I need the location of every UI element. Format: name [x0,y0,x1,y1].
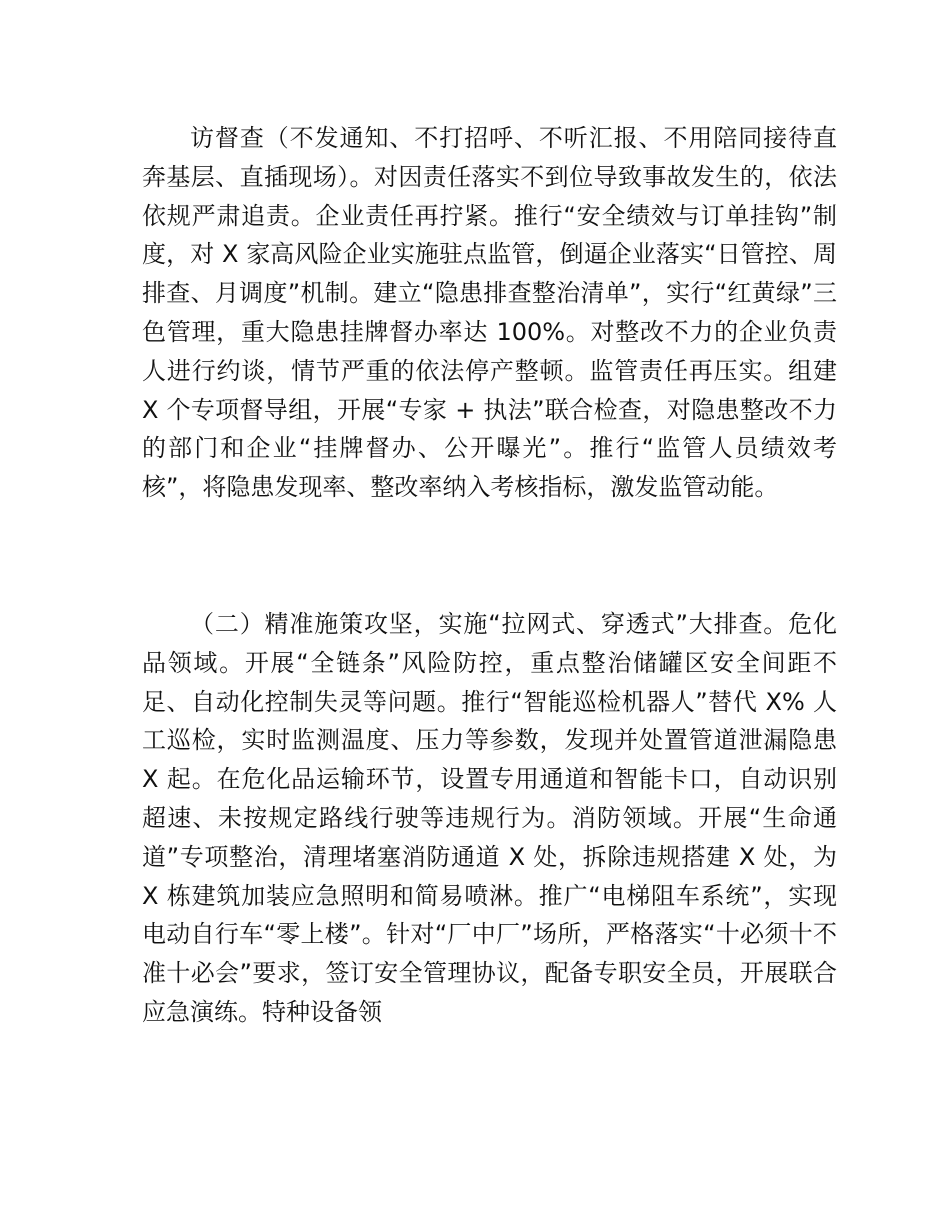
document-body-upper [142,119,837,507]
paragraph-1: 访督查（不发通知、不打招呼、不听汇报、不用陪同接待直奔基层、直插现场）。对因责任落实不到位导致事故发生的，依法依规严肃追责。企业责任再拧紧。推行“安全绩效与订单挂钩”制度，对 X 家高风险企业实施驻点监管，倒逼企业落实“日管控、周排查、月调度”机制。建立“隐患排查整治清单”，实行“红黄绿”三色管理，重大隐患挂牌督办率达 100%。对整改不力的企业负责人进行约谈，情节严重的依法停产整顿。监管责任再压实。组建 X 个专项督导组，开展“专家 + 执法”联合检查，对隐患整改不力的部门和企业“挂牌督办、公开曝光”。推行“监管人员绩效考核”，将隐患发现率、整改率纳入考核指标，激发监管动能。 [142,124,837,502]
document-body-lower [142,605,837,1032]
paragraph-2: （二）精准施策攻坚，实施“拉网式、穿透式”大排查。危化品领域。开展“全链条”风险防控，重点整治储罐区安全间距不足、自动化控制失灵等问题。推行“智能巡检机器人”替代 X% 人工巡检，实时监测温度、压力等参数，发现并处置管道泄漏隐患 X 起。在危化品运输环节，设置专用通道和智能卡口，自动识别超速、未按规定路线行驶等违规行为。消防领域。开展“生命通道”专项整治，清理堵塞消防通道 X 处，拆除违规搭建 X 处，为 X 栋建筑加装应急照明和简易喷淋。推广“电梯阻车系统”，实现电动自行车“零上楼”。针对“厂中厂”场所，严格落实“十必须十不准十必会”要求，签订安全管理协议，配备专职安全员，开展联合应急演练。特种设备领 [142,610,837,1026]
